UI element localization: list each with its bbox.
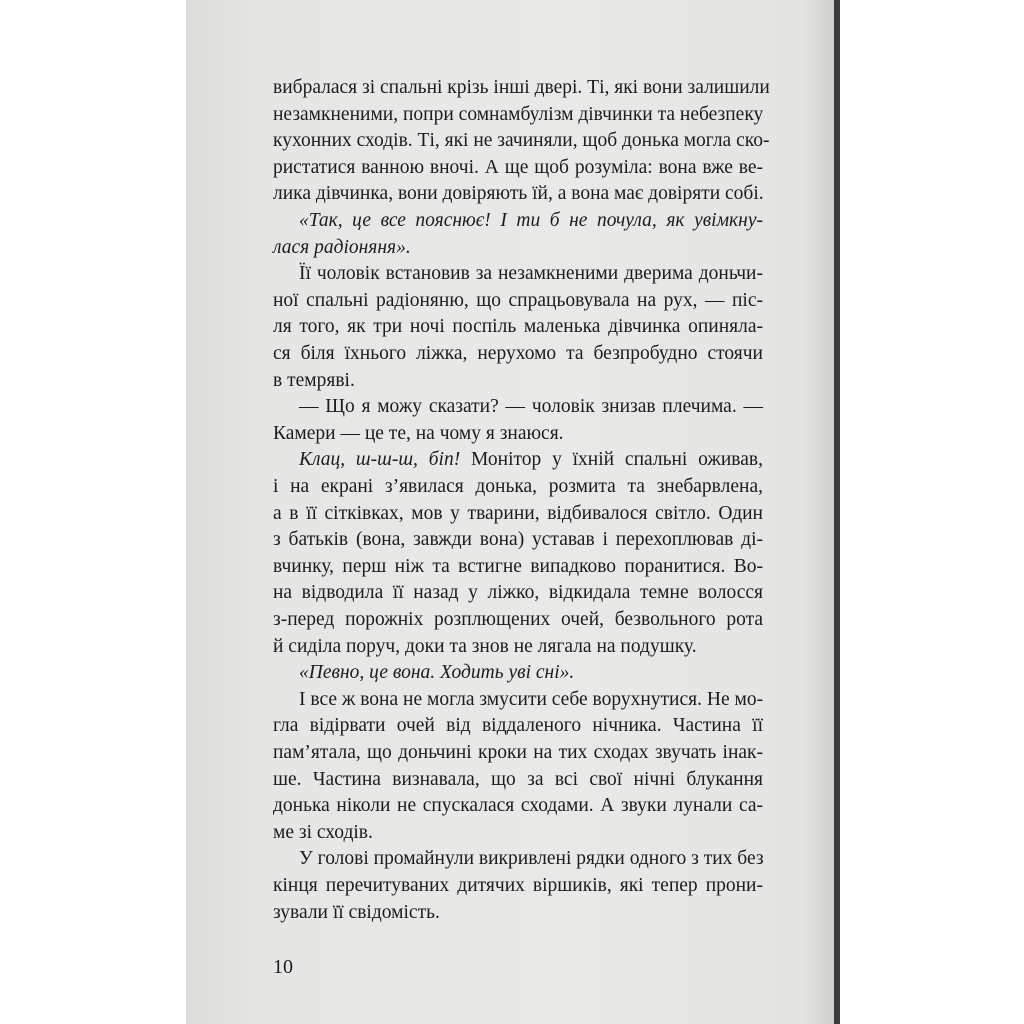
text-segment: а в її сітківках, мов у тварини, відбивалося світло. Один [273, 502, 763, 524]
text-segment: І все ж вона не могла змусити себе ворухнутися. Не мо- [299, 688, 764, 710]
text-segment: і на екрані з’явилася донька, розмита та знебарвлена, [273, 476, 763, 497]
text-segment: — Що я можу сказати? — чоловік знизав плечима. — [299, 396, 763, 418]
text-segment: вчинку, перш ніж та встигне випадково поранитися. Во- [273, 555, 763, 577]
text-segment: кухонних сходів. Ті, які не зачиняли, щоб донька могла ско- [273, 130, 770, 152]
text-line [273, 394, 763, 420]
text-line [273, 767, 763, 793]
text-segment: ше. Частина визнавала, що за всі свої нічні блукання [273, 768, 763, 790]
text-segment: кінця перечитуваних дитячих віршиків, які тепер прони- [273, 875, 763, 896]
text-segment: зували її свідомість. [273, 901, 440, 923]
text-line [273, 740, 763, 766]
italic-text: «Певно, це вона. Ходить уві сні». [299, 662, 575, 684]
text-line [273, 314, 763, 340]
text-line [273, 261, 763, 287]
text-line [273, 501, 763, 527]
text-line [273, 235, 763, 261]
text-segment: ля того, як три ночі поспіль маленька дівчинка опинялa- [273, 316, 763, 338]
text-line [273, 846, 763, 872]
text-line [273, 713, 763, 739]
text-segment: ристатися ванною вночі. А ще щоб розуміла: вона вже ве- [273, 156, 763, 178]
text-line [273, 607, 763, 633]
text-line [273, 634, 763, 660]
text-line [273, 873, 763, 899]
text-segment: ся біля їхнього ліжка, нерухомо та безпробудно стоячи [273, 343, 763, 364]
text-segment: в темряві. [273, 369, 355, 391]
text-segment: пам’ятала, що доньчині кроки на тих сходах звучать інак- [273, 742, 763, 763]
text-segment: донька ніколи не спускалася сходами. А звуки лунали са- [273, 795, 763, 817]
italic-text: лася радіоняня». [273, 236, 411, 258]
text-segment: на відводила її назад у ліжко, відкидала темне волосся [273, 582, 763, 604]
text-segment: Монітор у їхній спальні оживав, [460, 449, 763, 471]
text-segment: вибралася зі спальні крізь інші двері. Ті, які вони залишили [273, 77, 770, 98]
text-line [273, 368, 763, 394]
text-segment: ме зі сходів. [273, 821, 373, 843]
text-line [273, 102, 763, 128]
text-segment: Її чоловік встановив за незамкненими дверима доньчи- [299, 263, 763, 285]
italic-text: Клац, ш-ш-ш, біп! [299, 449, 461, 471]
page-number: 10 [273, 956, 293, 978]
text-line [273, 793, 763, 819]
text-line [273, 687, 763, 713]
text-segment: з-перед порожніх розплющених очей, безвольного рота [273, 609, 763, 630]
text-line [273, 527, 763, 553]
text-segment: Камери — це те, на чому я знаюся. [273, 422, 564, 444]
background-margin [840, 0, 1024, 1024]
text-line [273, 75, 770, 101]
text-segment: з батьків (вона, завжди вона) уставав і перехоплював ді- [273, 529, 763, 551]
text-line [273, 421, 763, 447]
text-line [273, 208, 763, 234]
text-line [273, 660, 763, 686]
text-segment: ної спальні радіоняню, що спрацьовувала на рух, — піс- [273, 289, 763, 311]
text-segment: й сиділа поруч, доки та знов не лягала на подушку. [273, 635, 697, 657]
text-line [273, 447, 763, 473]
text-line [273, 288, 763, 314]
text-segment: У голові промайнули викривлені рядки одного з тих без [299, 848, 764, 870]
italic-text: «Так, це все пояснює! І ти б не почула, як увімкну- [299, 210, 763, 231]
text-line [273, 474, 763, 500]
text-line [273, 580, 763, 606]
text-line [273, 155, 763, 181]
text-line [273, 554, 763, 580]
text-line [273, 820, 763, 846]
text-segment: лика дівчинка, вони довіряють їй, а вона має довіряти собі. [273, 183, 764, 205]
text-segment: незамкненими, попри сомнамбулізм дівчинки та небезпеку [273, 103, 764, 125]
text-line [273, 900, 763, 926]
text-line [273, 128, 770, 154]
text-segment: гла відірвати очей від віддаленого нічника. Частина її [273, 715, 763, 737]
text-line [273, 181, 763, 207]
text-line [273, 341, 763, 367]
